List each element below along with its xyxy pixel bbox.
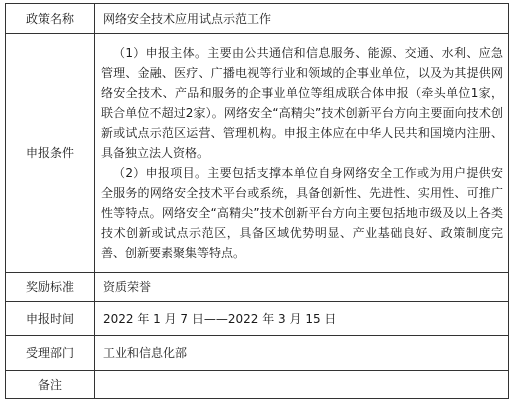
row-note: [6, 371, 509, 399]
value-conditions: [95, 34, 509, 273]
label-conditions: 申报条件: [6, 34, 95, 273]
label-policy-name: 政策名称: [6, 4, 95, 34]
label-note: 备注: [6, 371, 95, 399]
policy-table: [5, 3, 509, 399]
label-reward: 奖励标准: [6, 273, 95, 302]
condition-paragraph-subject: （1）申报主体。主要由公共通信和信息服务、能源、交通、水利、应急管理、金融、医疗、广播电视等行业和领域的企事业单位，以及为其提供网络安全技术、产品和服务的企事业单位等组成联合体申报（牵头单位1家，联合单位不超过2家）。网络安全“高精尖”技术创新平台方向主要面向技术创新或试点示范区运营、管理机构。申报主体应在中华人民共和国境内注册、具备独立法人资格。: [101, 46, 503, 160]
value-note: [95, 371, 509, 399]
value-department: 工业和信息化部: [95, 336, 509, 371]
value-policy-name: 网络安全技术应用试点示范工作: [95, 4, 509, 34]
row-time: [6, 302, 509, 336]
row-policy-name: [6, 4, 509, 34]
label-time: 申报时间: [6, 302, 95, 336]
row-conditions: [6, 34, 509, 273]
value-reward: 资质荣誉: [95, 273, 509, 302]
row-department: [6, 336, 509, 371]
row-reward: [6, 273, 509, 302]
value-time: 2022 年 1 月 7 日——2022 年 3 月 15 日: [95, 302, 509, 336]
condition-paragraph-project: （2）申报项目。主要包括支撑本单位自身网络安全工作或为用户提供安全服务的网络安全技术平台或系统，具备创新性、先进性、实用性、可推广性等特点。网络安全“高精尖”技术创新平台方向主要包括地市级及以上各类技术创新或试点示范区，具备区域优势明显、产业基础良好、政策制度完善、创新要素聚集等特点。: [101, 166, 503, 260]
label-department: 受理部门: [6, 336, 95, 371]
